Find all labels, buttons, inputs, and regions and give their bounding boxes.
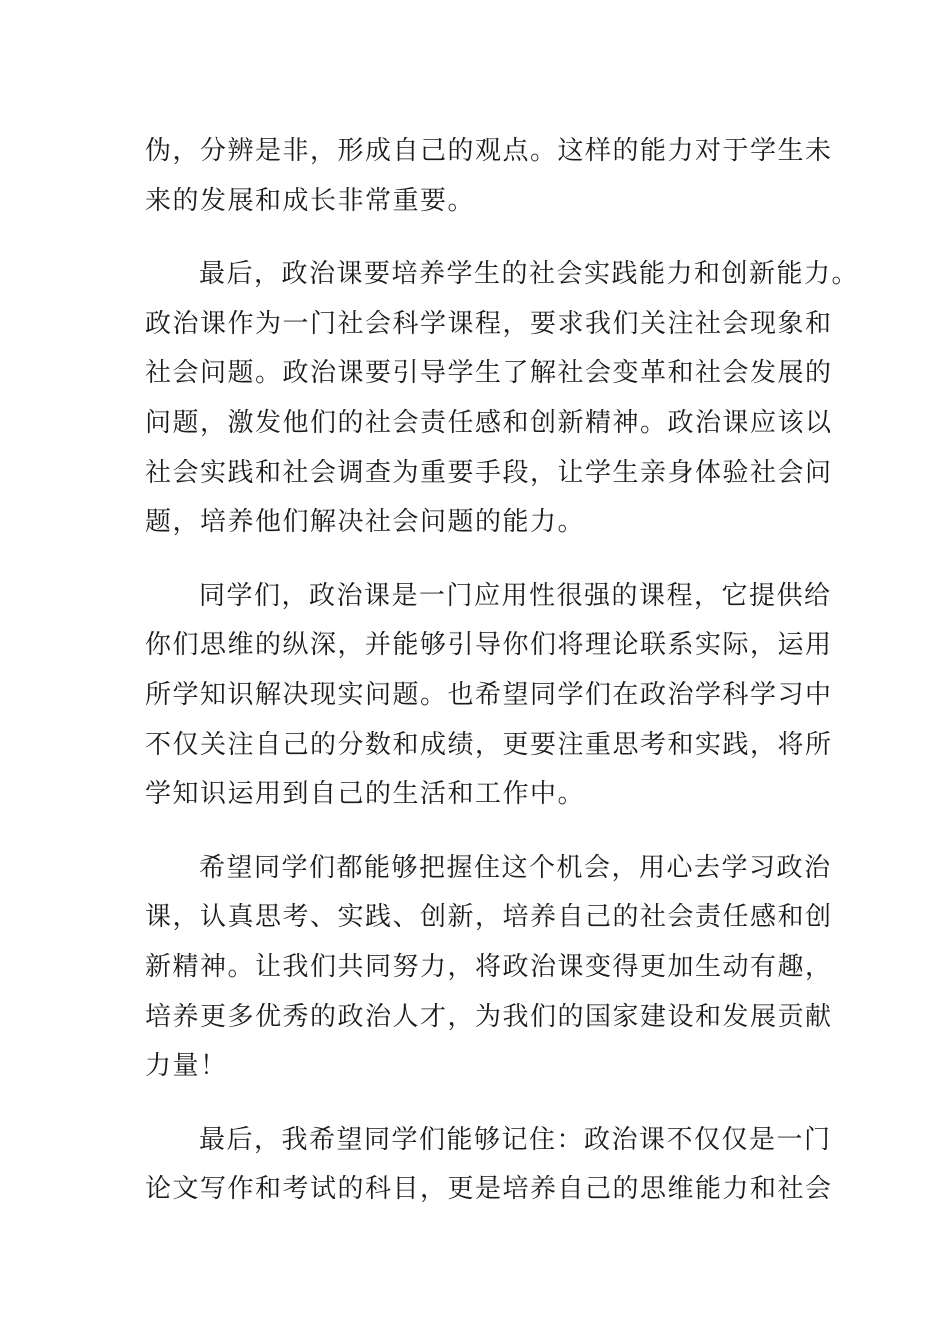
text-line: 来的发展和成长非常重要。 xyxy=(145,185,476,216)
text-line: 新精神。让我们共同努力，将政治课变得更加生动有趣， xyxy=(145,951,833,982)
text-line: 社会实践和社会调查为重要手段，让学生亲身体验社会问 xyxy=(145,457,833,488)
text-line: 同学们，政治课是一门应用性很强的课程，它提供给 xyxy=(199,580,832,611)
text-line: 你们思维的纵深，并能够引导你们将理论联系实际，运用 xyxy=(145,630,833,661)
text-line: 题，培养他们解决社会问题的能力。 xyxy=(145,507,586,538)
text-line: 最后，我希望同学们能够记住：政治课不仅仅是一门 xyxy=(199,1124,832,1155)
text-line: 伪，分辨是非，形成自己的观点。这样的能力对于学生未 xyxy=(145,136,833,166)
text-line: 所学知识解决现实问题。也希望同学们在政治学科学习中 xyxy=(145,679,833,710)
text-line: 培养更多优秀的政治人才，为我们的国家建设和发展贡献 xyxy=(145,1001,833,1032)
text-line: 课，认真思考、实践、创新，培养自己的社会责任感和创 xyxy=(145,902,833,933)
text-line: 不仅关注自己的分数和成绩，更要注重思考和实践，将所 xyxy=(145,729,833,760)
text-line: 问题，激发他们的社会责任感和创新精神。政治课应该以 xyxy=(145,407,833,438)
paragraph xyxy=(145,1116,833,1215)
text-line: 论文写作和考试的科目，更是培养自己的思维能力和社会 xyxy=(145,1174,833,1205)
text-line: 力量！ xyxy=(145,1051,228,1082)
text-line: 希望同学们都能够把握住这个机会，用心去学习政治 xyxy=(199,852,832,883)
paragraph xyxy=(145,572,833,820)
text-line: 学知识运用到自己的生活和工作中。 xyxy=(145,779,586,810)
text-line: 政治课作为一门社会科学课程，要求我们关注社会现象和 xyxy=(145,308,833,339)
paragraph xyxy=(145,844,833,1092)
text-line: 社会问题。政治课要引导学生了解社会变革和社会发展的 xyxy=(145,358,833,389)
document-body xyxy=(145,127,860,1215)
paragraph xyxy=(145,127,833,226)
paragraph xyxy=(145,250,860,548)
text-line: 最后，政治课要培养学生的社会实践能力和创新能力。 xyxy=(199,259,860,290)
